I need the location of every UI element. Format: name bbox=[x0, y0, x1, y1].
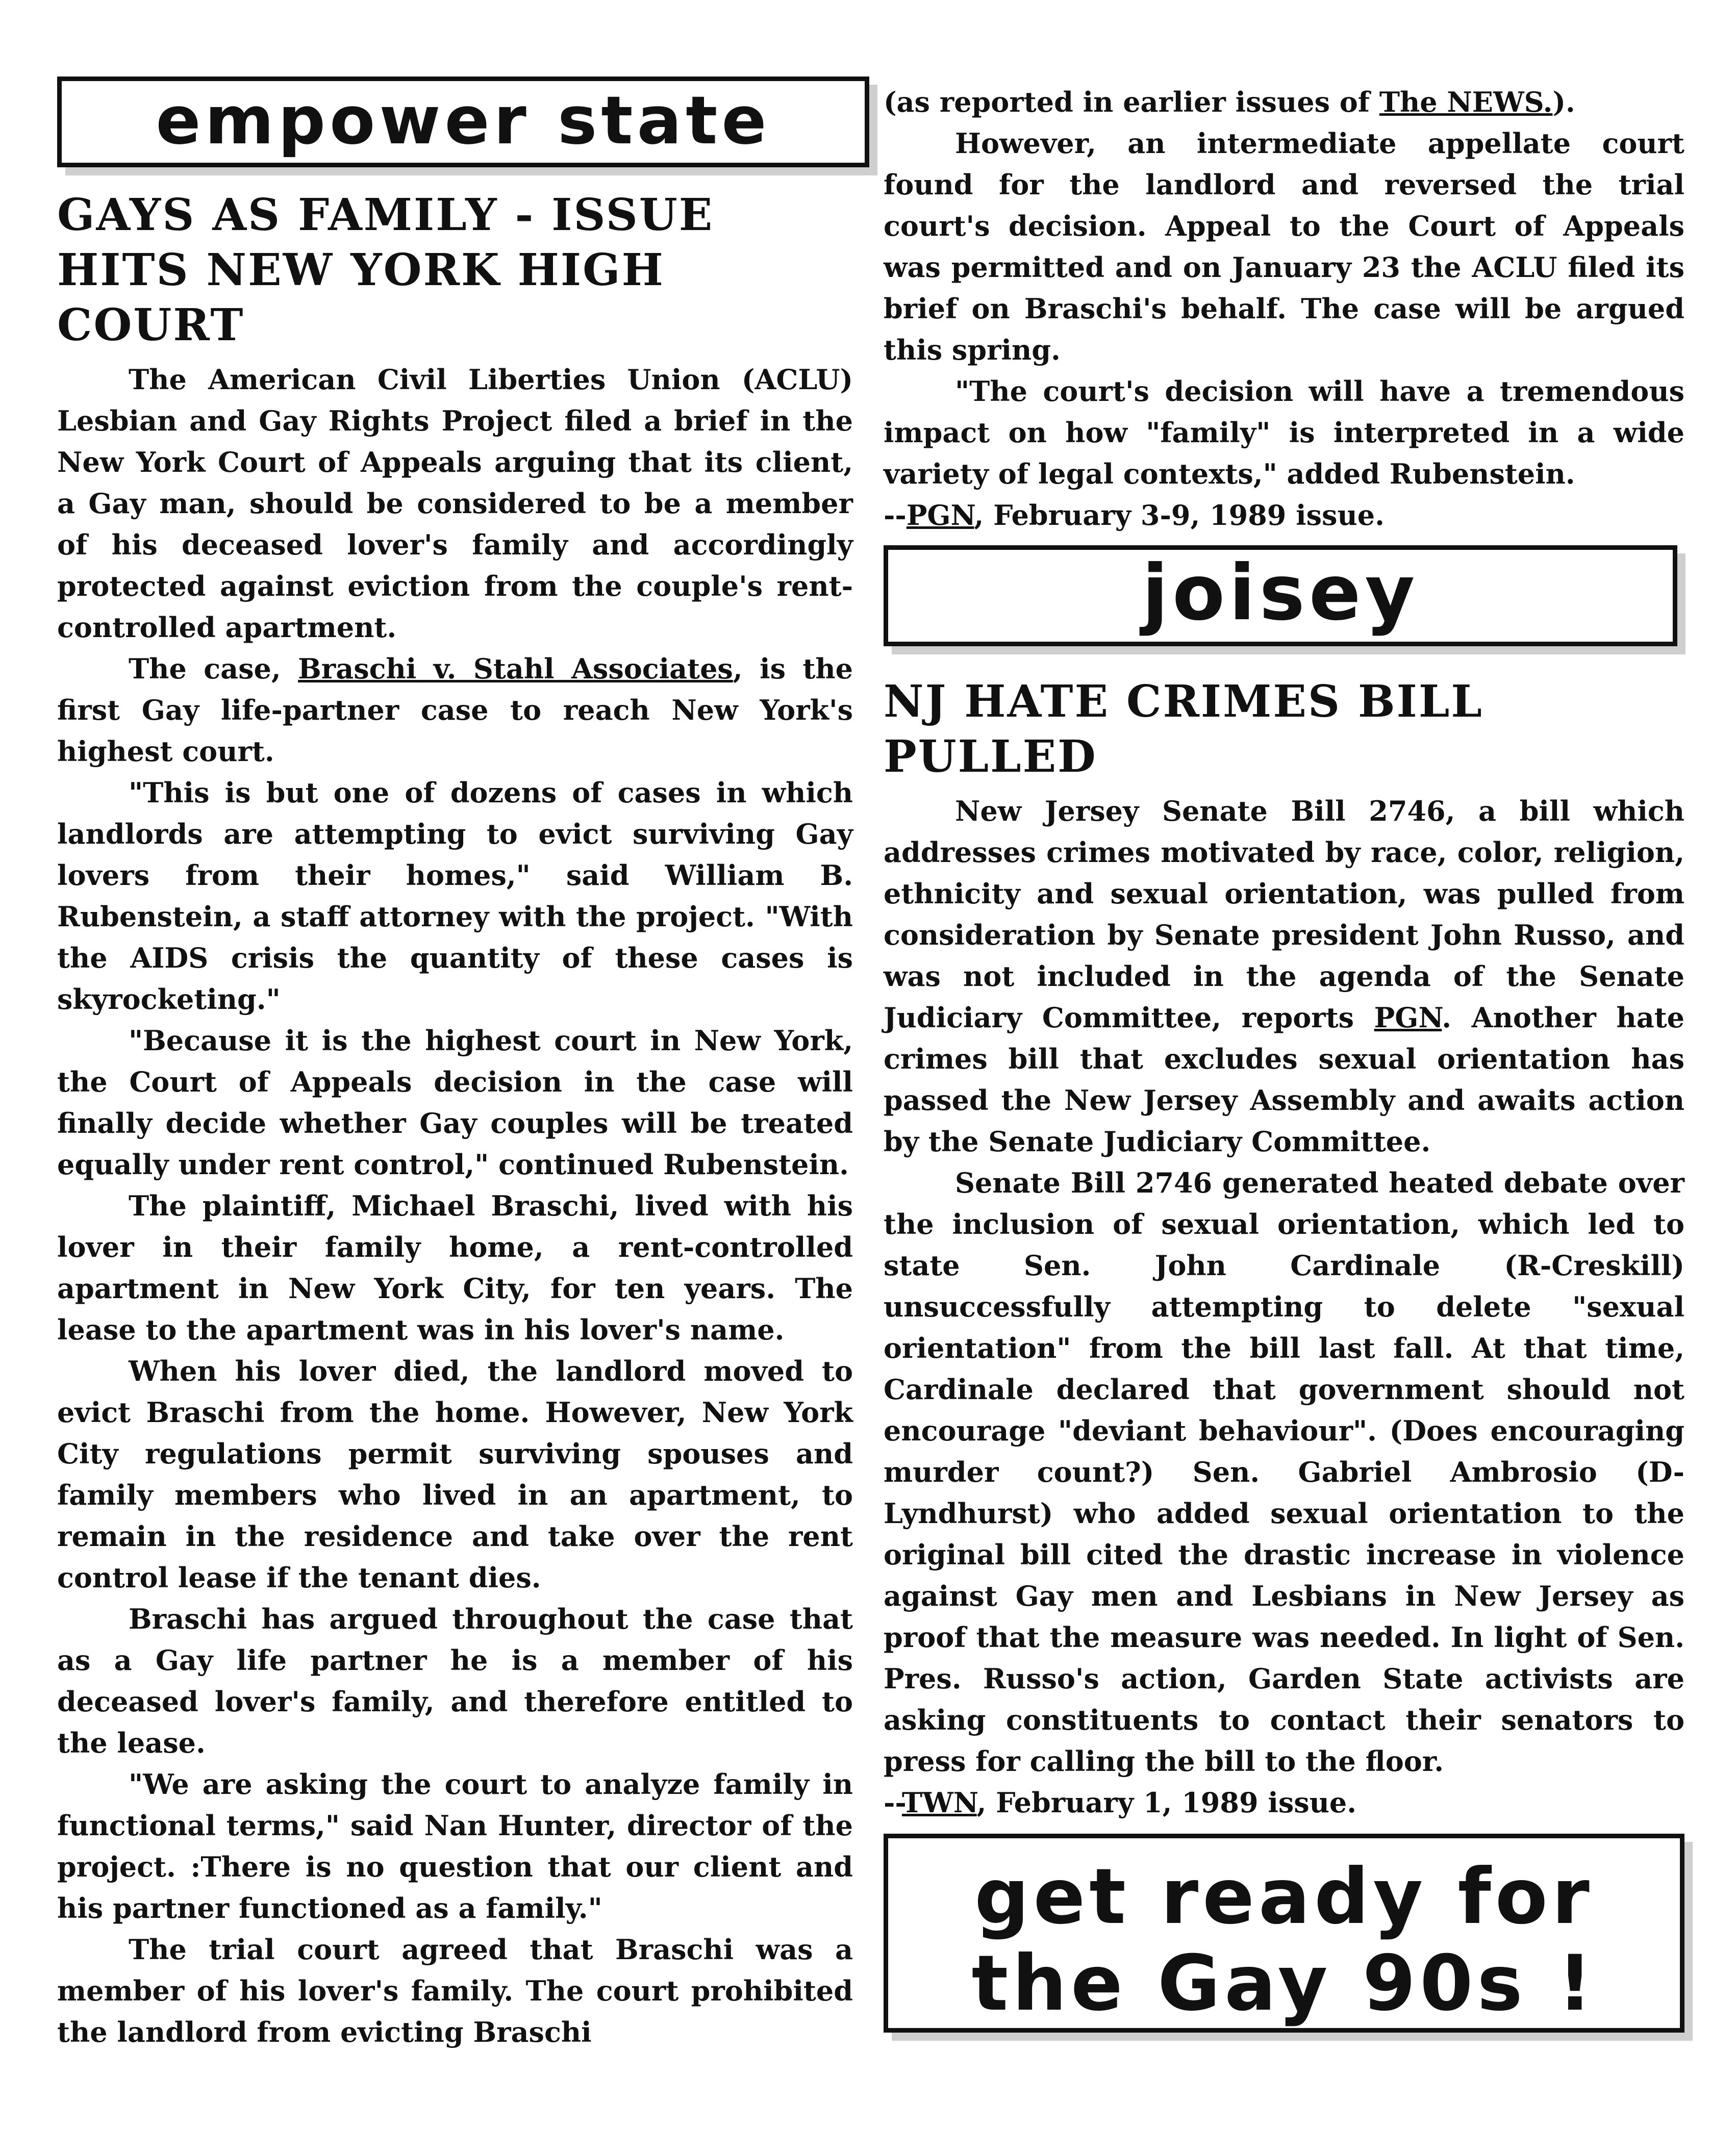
left-column bbox=[57, 77, 853, 2053]
paragraph: The trial court agreed that Braschi was a member of his lover's family. The court prohibited the landlord from evicting Braschi bbox=[57, 1933, 853, 2048]
text: , February 1, 1989 issue. bbox=[976, 1786, 1357, 1819]
promo-line: get ready for bbox=[974, 1853, 1594, 1941]
text: (as reported in earlier issues of bbox=[884, 86, 1370, 118]
right-column bbox=[884, 82, 1684, 2033]
text: , is the first Gay life-partner case to reach New York's highest court. bbox=[57, 652, 853, 768]
paragraph: "This is but one of dozens of cases in which landlords are attempting to evict surviving Gay lovers from their homes," said William B. Rubenstein, a staff attorney with the project. "With the AIDS crisis the quantity of these cases is skyrocketing." bbox=[57, 776, 853, 1016]
promo-banner bbox=[884, 1834, 1684, 2033]
paragraph: The American Civil Liberties Union (ACLU) Lesbian and Gay Rights Project filed a brief in the New York Court of Appeals arguing that its client, a Gay man, should be considered to be a member of his deceased lover's family and accordingly protected against eviction from the couple's rent-controlled apartment. bbox=[57, 363, 853, 644]
section-banner-joisey: joisey bbox=[884, 545, 1677, 646]
promo-line: the Gay 90s ! bbox=[971, 1939, 1597, 2028]
paragraph: When his lover died, the landlord moved to evict Braschi from the home. However, New York City regulations permit surviving spouses and family members who lived in an apartment, to remain in the residence and take over the rent control lease if the tenant dies. bbox=[57, 1355, 853, 1594]
paragraph bbox=[57, 648, 853, 772]
paragraph: "We are asking the court to analyze family in functional terms," said Nan Hunter, director of the project. :There is no question that our client and his partner functioned as a family." bbox=[57, 1768, 853, 1924]
section-banner-empower-state: empower state bbox=[57, 77, 869, 167]
paragraph: However, an intermediate appellate court found for the landlord and reversed the trial court's decision. Appeal to the Court of Appeals was permitted and on January 23 the ACLU filed its brief on Braschi's behalf. The case will be argued this spring. bbox=[884, 127, 1684, 366]
text: -- bbox=[884, 1786, 902, 1819]
source-citation bbox=[884, 495, 1684, 536]
case-name: Braschi v. Stahl Associates bbox=[298, 652, 733, 685]
paragraph: The plaintiff, Michael Braschi, lived with his lover in their family home, a rent-controlled apartment in New York City, for ten years. The lease to the apartment was in his lover's name. bbox=[57, 1189, 853, 1346]
publication-name: The NEWS. bbox=[1379, 86, 1553, 118]
publication-name: TWN bbox=[901, 1786, 977, 1819]
text: , February 3-9, 1989 issue. bbox=[974, 499, 1385, 531]
text: ). bbox=[1552, 86, 1575, 118]
text: New Jersey Senate Bill 2746, a bill which addresses crimes motivated by race, color, religion, ethnicity and sexual orientation, was pulled from consideration by Senate president John Russo, and was not included in the agenda of the Senate Judiciary Committee, reports bbox=[884, 795, 1684, 1034]
paragraph: "The court's decision will have a tremendous impact on how "family" is interpreted in a wide variety of legal contexts," added Rubenstein. bbox=[884, 375, 1684, 490]
publication-name: PGN bbox=[1374, 1001, 1442, 1034]
text: . Another hate crimes bill that excludes sexual orientation has passed the New Jersey Assembly and awaits action by the Senate Judiciary Committee. bbox=[884, 1001, 1684, 1158]
paragraph: Senate Bill 2746 generated heated debate over the inclusion of sexual orientation, which led to state Sen. John Cardinale (R-Creskill) unsuccessfully attempting to delete "sexual orientation" from the bill last fall. At that time, Cardinale declared that government should not encourage "deviant behaviour". (Does encouraging murder count?) Sen. Gabriel Ambrosio (D-Lyndhurst) who added sexual orientation to the original bill cited the drastic increase in violence against Gay men and Lesbians in New Jersey as proof that the measure was needed. In light of Sen. Pres. Russo's action, Garden State activists are asking constituents to contact their senators to press for calling the bill to the floor. bbox=[884, 1167, 1684, 1778]
paragraph-continued bbox=[884, 82, 1684, 123]
article-headline: NJ HATE CRIMES BILL PULLED bbox=[884, 676, 1483, 782]
publication-name: PGN bbox=[906, 499, 974, 531]
paragraph: "Because it is the highest court in New York, the Court of Appeals decision in the case will finally decide whether Gay couples will be treated equally under rent control," continued Rubenstein. bbox=[57, 1024, 853, 1181]
paragraph: Braschi has argued throughout the case that as a Gay life partner he is a member of his deceased lover's family, and therefore entitled to the lease. bbox=[57, 1603, 853, 1759]
text: The case, bbox=[129, 652, 281, 685]
text: -- bbox=[884, 499, 907, 531]
paragraph bbox=[884, 791, 1684, 1162]
source-citation bbox=[884, 1782, 1684, 1823]
article-headline: GAYS AS FAMILY - ISSUE HITS NEW YORK HIGH COURT bbox=[57, 189, 714, 351]
